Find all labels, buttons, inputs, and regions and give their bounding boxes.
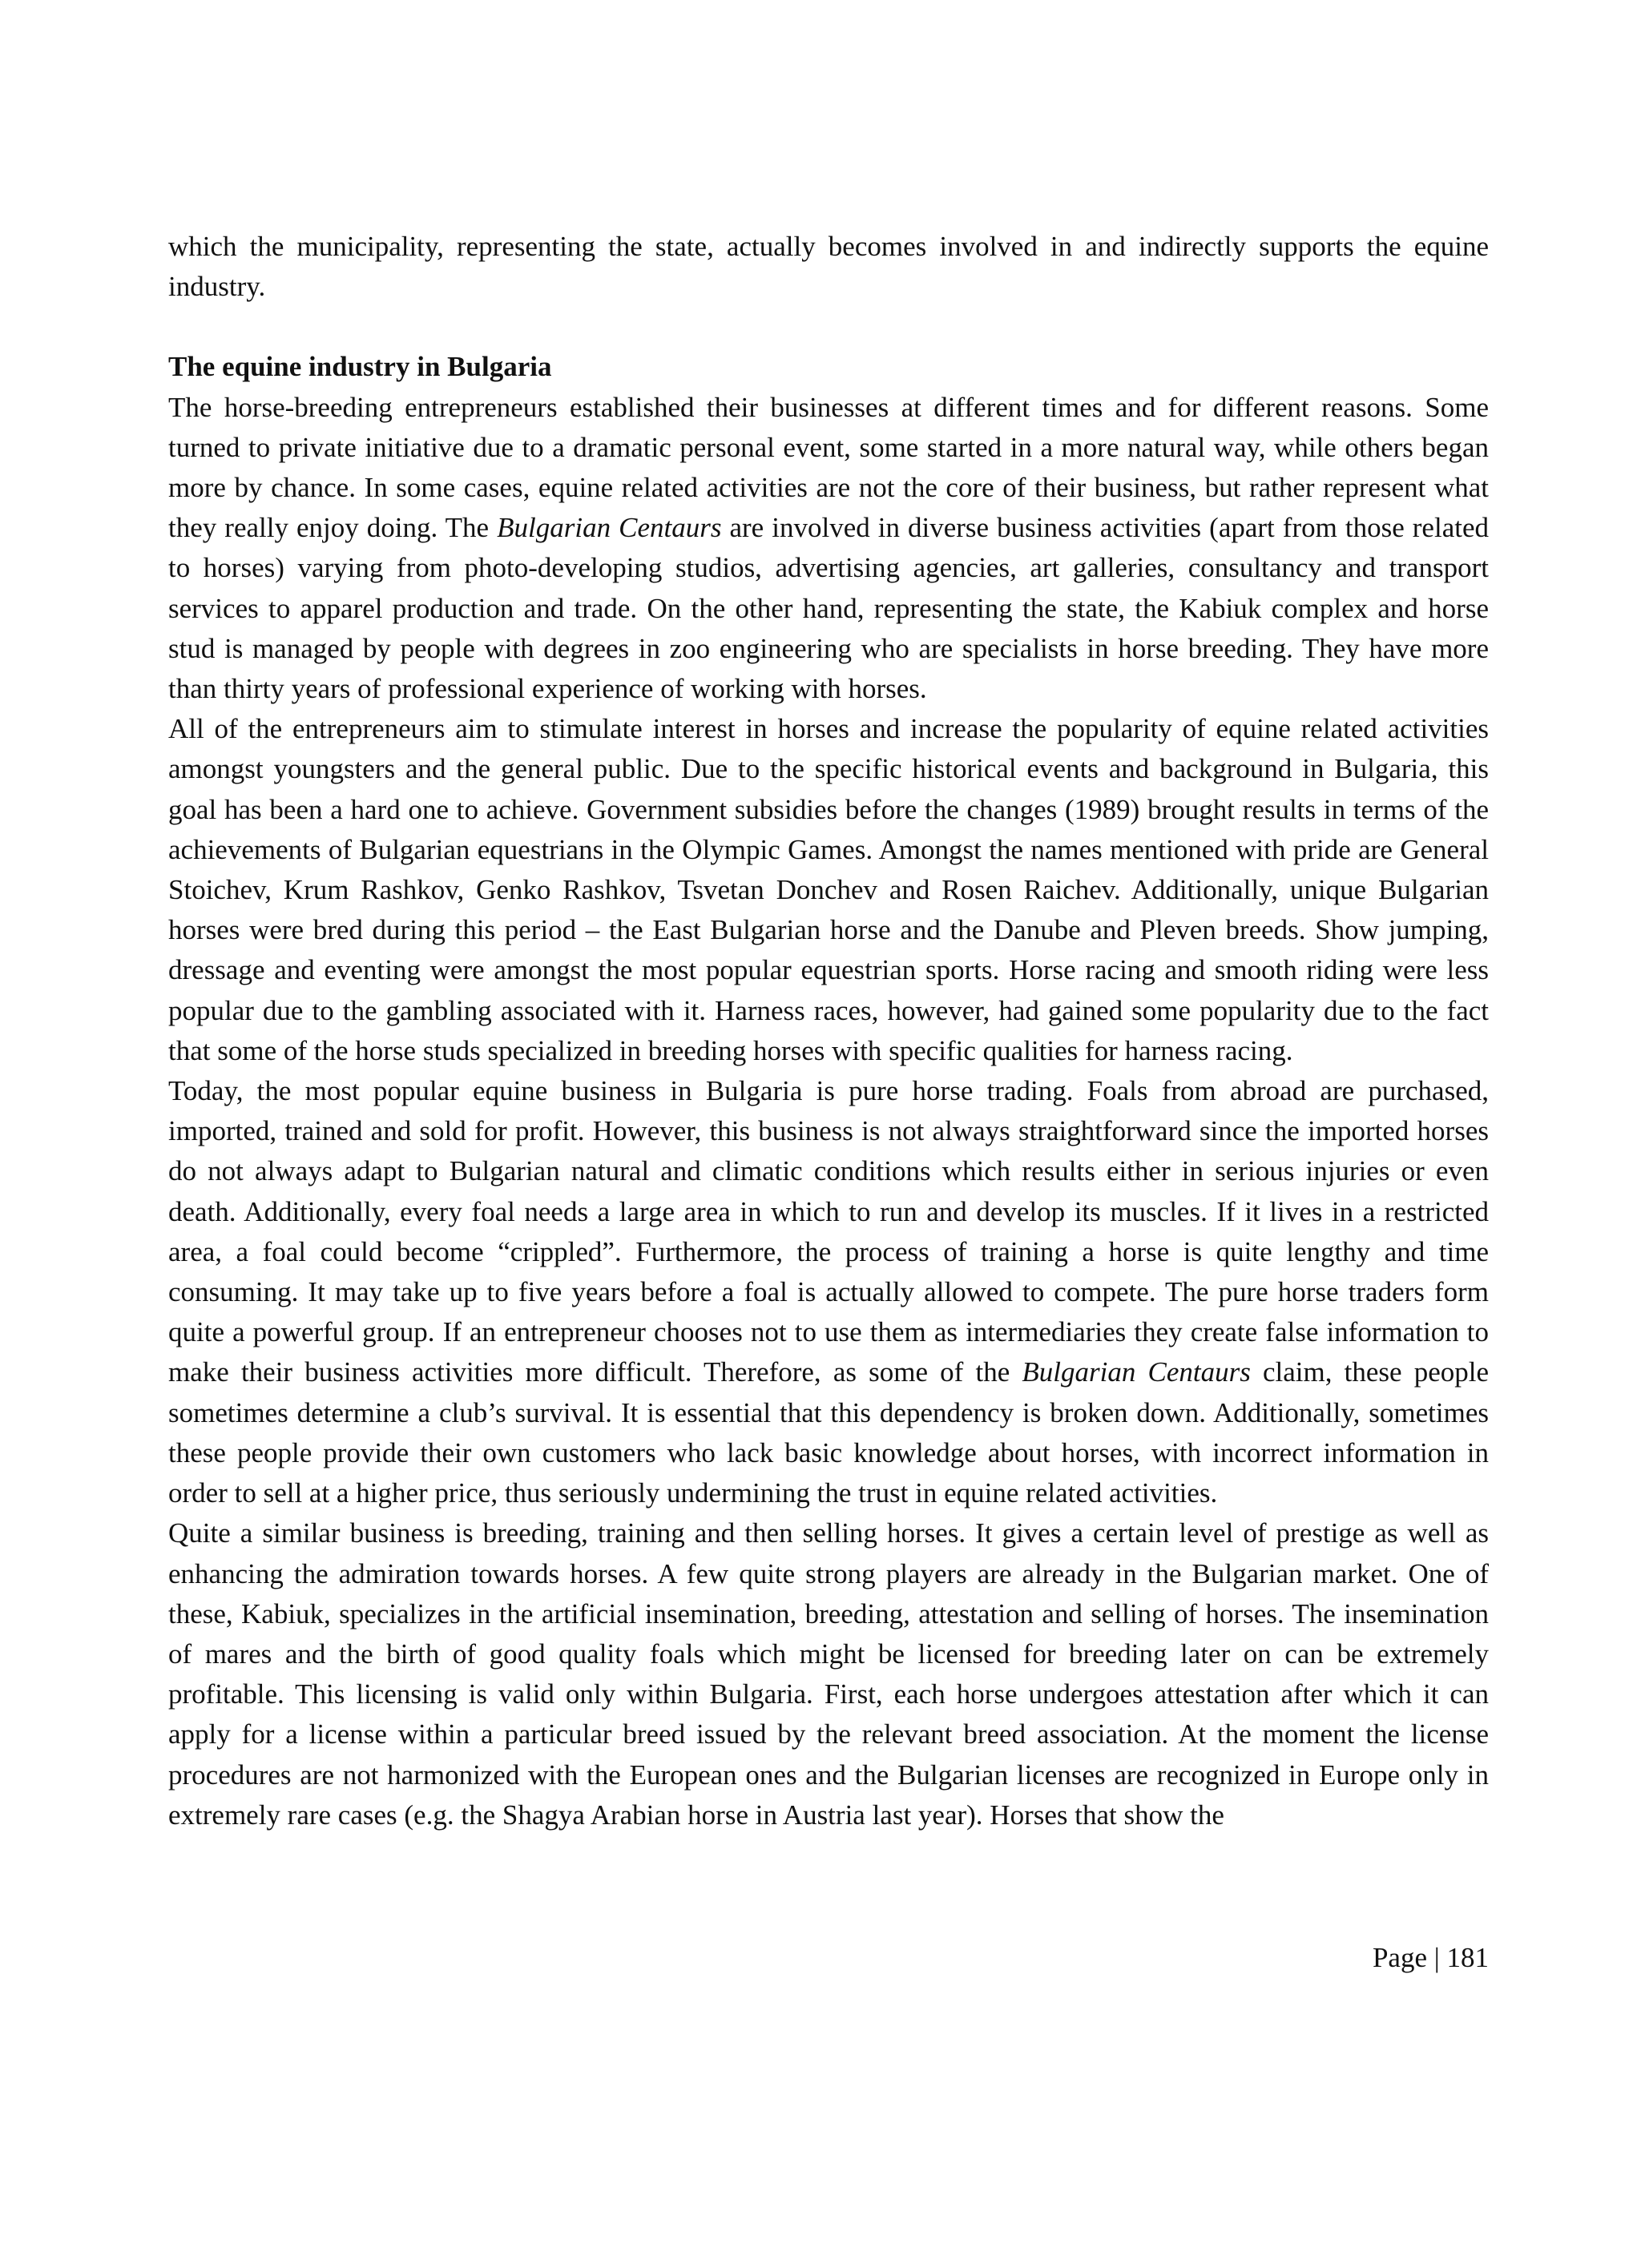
document-body [168, 227, 1489, 1835]
paragraph-text: claim, these people sometimes determine a club’s survival. It is essential that this dependency is broken down. Additionally, sometimes these people provide their own customers who lack basic knowledge about horses, with incorrect information in order to sell at a higher price, thus seriously undermining the trust in equine related activities. [168, 1356, 1490, 1509]
italic-term: Bulgarian Centaurs [1022, 1356, 1251, 1388]
italic-term: Bulgarian Centaurs [497, 512, 722, 544]
paragraph-entrepreneurs [168, 388, 1489, 710]
paragraph-history: All of the entrepreneurs aim to stimulate interest in horses and increase the popularity of equine related activities amongst youngsters and the general public. Due to the specific historical events and background in Bulgaria, this goal has been a hard one to achieve. Government subsidies before the changes (1989) brought results in terms of the achievements of Bulgarian equestrians in the Olympic Games. Amongst the names mentioned with pride are General Stoichev, Krum Rashkov, Genko Rashkov, Tsvetan Donchev and Rosen Raichev. Additionally, unique Bulgarian horses were bred during this period – the East Bulgarian horse and the Danube and Pleven breeds. Show jumping, dressage and eventing were amongst the most popular equestrian sports. Horse racing and smooth riding were less popular due to the gambling associated with it. Harness races, however, had gained some popularity due to the fact that some of the horse studs specialized in breeding horses with specific qualities for harness racing. [168, 713, 1489, 1066]
paragraph-intro: which the municipality, representing the state, actually becomes involved in and indirectly supports the equine industry. [168, 231, 1489, 303]
paragraph-horse-trading [168, 1071, 1489, 1513]
page-number: Page | 181 [1372, 1942, 1489, 1973]
section-heading: The equine industry in Bulgaria [168, 351, 552, 383]
paragraph-text: The horse-breeding entrepreneurs established their businesses at different times and for different reasons. Some turned to private initiative due to a dramatic personal event, some started in a more natural way, while others began more by chance. In some cases, equine related activities are not the core of their business, but rather represent what they really enjoy doing. The [168, 391, 1489, 544]
paragraph-text: are involved in diverse business activities (apart from those related to horses) varying from photo-developing studios, advertising agencies, art galleries, consultancy and transport services to apparel production and trade. On the other hand, representing the state, the Kabiuk complex and horse stud is managed by people with degrees in zoo engineering who are specialists in horse breeding. They have more than thirty years of professional experience of working with horses. [168, 512, 1489, 705]
paragraph-text: Today, the most popular equine business in Bulgaria is pure horse trading. Foals from abroad are purchased, imported, trained and sold for profit. However, this business is not always straightforward since the imported horses do not always adapt to Bulgarian natural and climatic conditions which results either in serious injuries or even death. Additionally, every foal needs a large area in which to run and develop its muscles. If it lives in a restricted area, a foal could become “crippled”. Furthermore, the process of training a horse is quite lengthy and time consuming. It may take up to five years before a foal is actually allowed to compete. The pure horse traders form quite a powerful group. If an entrepreneur chooses not to use them as intermediaries they create false information to make their business activities more difficult. Therefore, as some of the [168, 1075, 1489, 1388]
paragraph-breeding: Quite a similar business is breeding, training and then selling horses. It gives a certain level of prestige as well as enhancing the admiration towards horses. A few quite strong players are already in the Bulgarian market. One of these, Kabiuk, specializes in the artificial insemination, breeding, attestation and selling of horses. The insemination of mares and the birth of good quality foals which might be licensed for breeding later on can be extremely profitable. This licensing is valid only within Bulgaria. First, each horse undergoes attestation after which it can apply for a license within a particular breed issued by the relevant breed association. At the moment the license procedures are not harmonized with the European ones and the Bulgarian licenses are recognized in Europe only in extremely rare cases (e.g. the Shagya Arabian horse in Austria last year). Horses that show the [168, 1517, 1489, 1831]
